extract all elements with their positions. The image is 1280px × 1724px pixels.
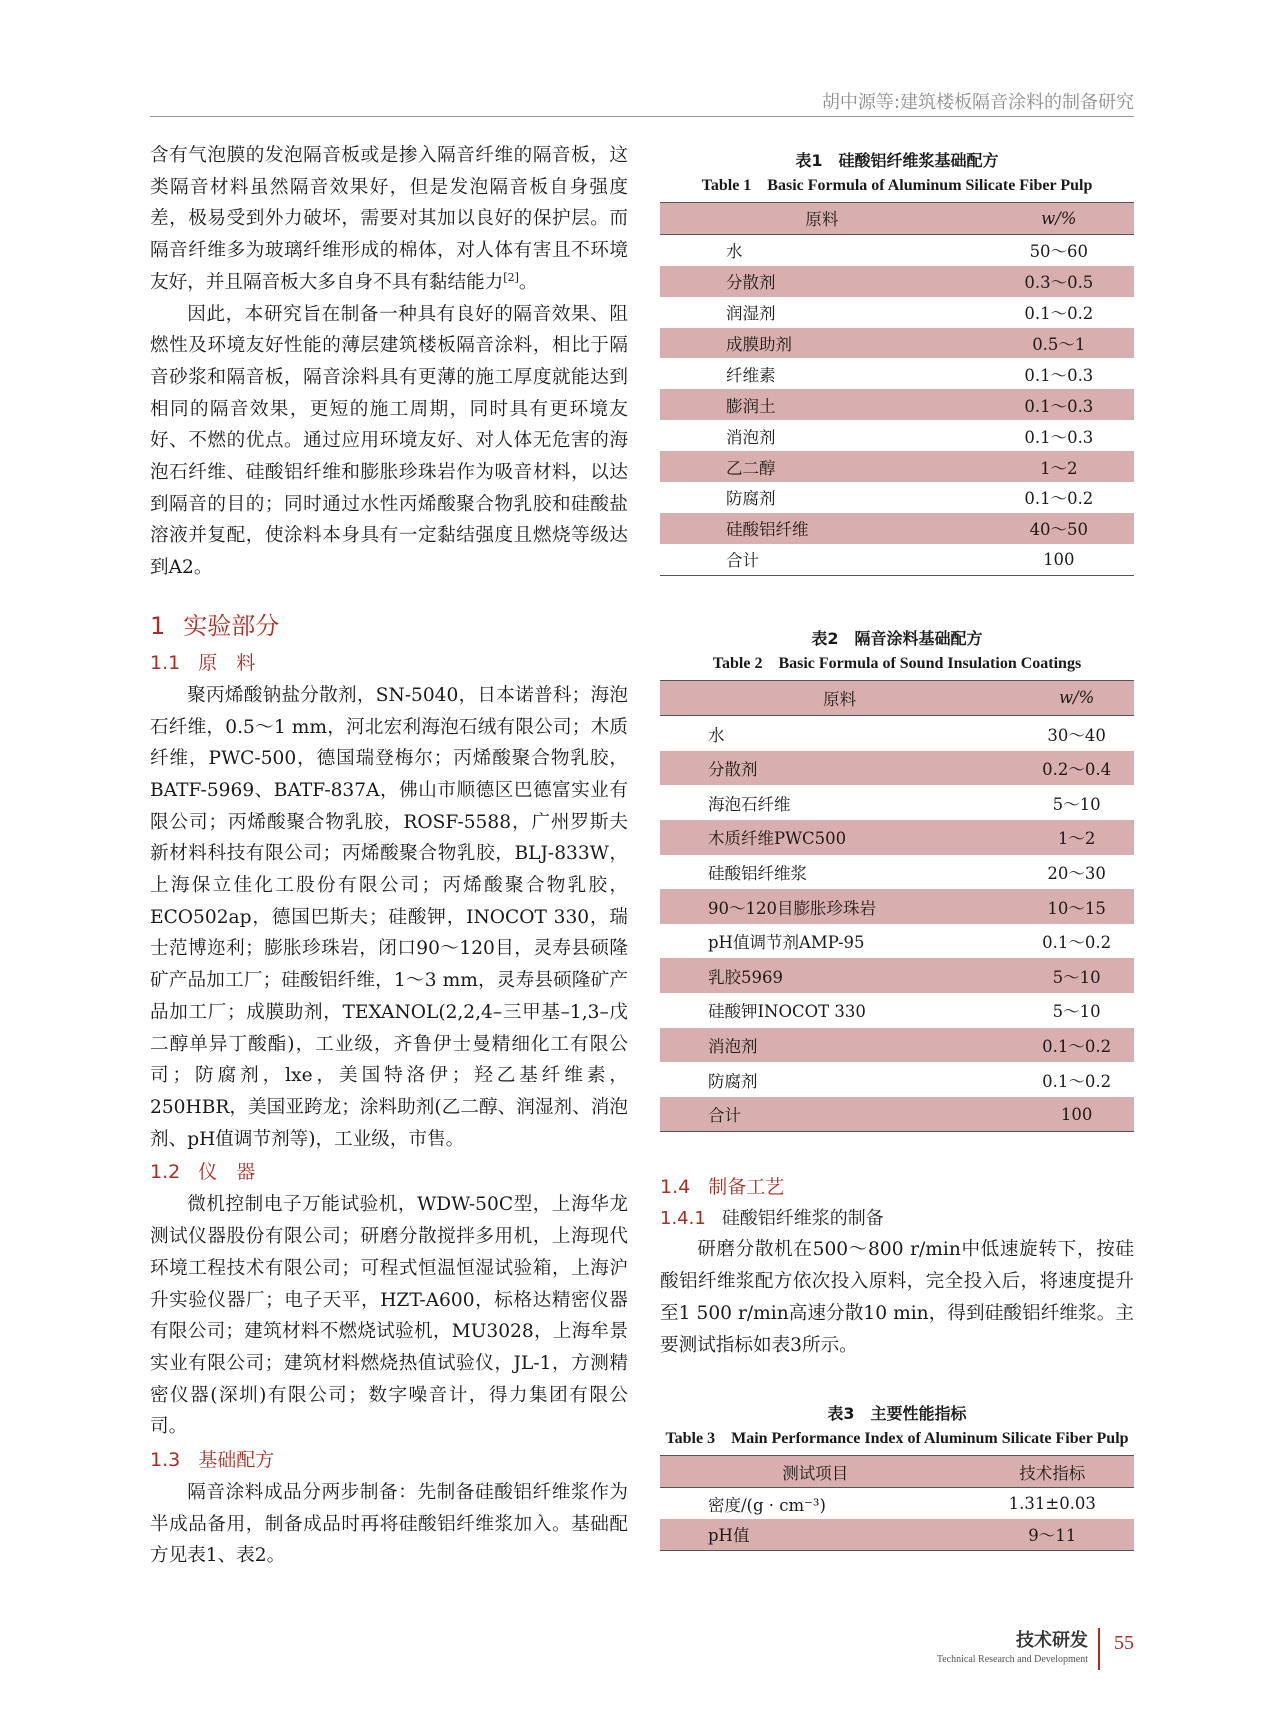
table-2-header-material: 原料 xyxy=(660,680,1019,716)
section-1-4-number: 1.4 xyxy=(660,1176,691,1199)
section-1-1-heading xyxy=(150,648,628,678)
table-row xyxy=(660,544,1134,575)
table-cell-material: 水 xyxy=(708,725,725,745)
table-cell-value: 0.5～1 xyxy=(984,328,1134,359)
instruments-paragraph: 微机控制电子万能试验机，WDW-50C型，上海华龙测试仪器股份有限公司；研磨分散搅拌多用机，上海现代环境工程技术有限公司；可程式恒温恒湿试验箱，上海沪升实验仪器厂；电子天平，HZT-A600，标格达精密仪器有限公司；建筑材料不燃烧试验机，MU3028，上海牟景实业有限公司；建筑材料燃烧热值试验仪，JL-1，方测精密仪器(深圳)有限公司；数字噪音计，得力集团有限公司。 xyxy=(150,1194,628,1438)
table-cell-material: pH值 xyxy=(660,1519,971,1550)
page-number: 55 xyxy=(1114,1632,1134,1654)
table-cell-material: 纤维素 xyxy=(726,365,776,385)
formula-paragraph: 隔音涂料成品分两步制备：先制备硅酸铝纤维浆作为半成品备用，制备成品时再将硅酸铝纤维浆加入。基础配方见表1、表2。 xyxy=(150,1482,628,1567)
table-cell-value: 1.31±0.03 xyxy=(1008,1494,1096,1514)
preparation-paragraph: 研磨分散机在500～800 r/min中低速旋转下，按硅酸铝纤维浆配方依次投入原料，完全投入后，将速度提升至1 500 r/min高速分散10 min，得到硅酸铝纤维浆。主要测试指标如表3所示。 xyxy=(660,1239,1134,1356)
table-cell-material: 硅酸钾INOCOT 330 xyxy=(708,1002,866,1022)
materials-paragraph: 聚丙烯酸钠盐分散剂，SN-5040，日本诺普科；海泡石纤维，0.5～1 mm，河北宏利海泡石绒有限公司；木质纤维，PWC-500，德国瑞登梅尔；丙烯酸聚合物乳胶，BATF-5969、BATF-837A，佛山市顺德区巴德富实业有限公司；丙烯酸聚合物乳胶，ROSF-5588，广州罗斯夫新材料科技有限公司；丙烯酸聚合物乳胶，BLJ-833W，上海保立佳化工股份有限公司；丙烯酸聚合物乳胶，ECO502ap，德国巴斯夫；硅酸钾，INOCOT 330，瑞士范博迩利；膨胀珍珠岩，闭口90～120目，灵寿县硕隆矿产品加工厂；硅酸铝纤维，1～3 mm，灵寿县硕隆矿产品加工厂；成膜助剂，TEXANOL(2,2,4–三甲基–1,3–戊二醇单异丁酸酯)，工业级，齐鲁伊士曼精细化工有限公司；防腐剂，lxe，美国特洛伊；羟乙基纤维素，250HBR，美国亚跨龙；涂料助剂(乙二醇、润湿剂、消泡剂、pH值调节剂等)，工业级，市售。 xyxy=(150,684,628,1150)
table-cell-value: 50～60 xyxy=(1029,242,1089,262)
table-row xyxy=(660,1519,1134,1550)
table-2-caption-cn: 表2 隔音涂料基础配方 xyxy=(811,628,983,648)
section-1-4-1-heading xyxy=(660,1204,1134,1234)
table-2 xyxy=(660,680,1134,1133)
table-cell-material: 硅酸铝纤维 xyxy=(660,513,984,544)
table-cell-value: 0.1～0.2 xyxy=(1019,1028,1134,1063)
table-1 xyxy=(660,202,1134,576)
table-cell-value: 0.1～0.3 xyxy=(984,389,1134,420)
table-cell-material: 防腐剂 xyxy=(726,489,776,509)
table-3-caption-en: Table 3 Main Performance Index of Aluminum Silicate Fiber Pulp xyxy=(665,1430,1129,1448)
table-row xyxy=(660,513,1134,544)
table-cell-material: 90～120目膨胀珍珠岩 xyxy=(660,889,1019,924)
table-row xyxy=(660,924,1134,959)
table-row xyxy=(660,958,1134,993)
section-1-2-number: 1.2 xyxy=(150,1161,181,1184)
table-row xyxy=(660,751,1134,786)
table-row xyxy=(660,358,1134,389)
page-header xyxy=(150,88,1134,117)
table-cell-value: 0.3～0.5 xyxy=(984,266,1134,297)
table-cell-value: 0.1～0.2 xyxy=(1042,933,1112,953)
table-row xyxy=(660,297,1134,328)
section-1-2-heading xyxy=(150,1157,628,1187)
table-1-caption-cn: 表1 硅酸铝纤维浆基础配方 xyxy=(795,151,999,170)
footer-divider xyxy=(1098,1628,1100,1670)
table-cell-material: 乳胶5969 xyxy=(660,958,1019,993)
table-row xyxy=(660,716,1134,751)
table-1-header-row xyxy=(660,203,1134,235)
table-cell-value: 5～10 xyxy=(1019,958,1134,993)
table-cell-material: 润湿剂 xyxy=(726,304,776,324)
section-1-3-title: 基础配方 xyxy=(198,1449,275,1472)
table-2-caption-en: Table 2 Basic Formula of Sound Insulation Coatings xyxy=(712,654,1082,672)
table-cell-value: 0.1～0.2 xyxy=(1024,489,1094,509)
table-row xyxy=(660,234,1134,265)
intro-paragraph-1 xyxy=(150,140,628,299)
running-title: 胡中源等:建筑楼板隔音涂料的制备研究 xyxy=(821,92,1134,113)
table-row xyxy=(660,328,1134,359)
table-row xyxy=(660,266,1134,297)
table-3-header-item: 测试项目 xyxy=(660,1456,971,1488)
section-1-title: 实验部分 xyxy=(183,611,280,640)
table-cell-material: 乙二醇 xyxy=(660,451,984,482)
table-cell-material: 膨润土 xyxy=(660,389,984,420)
footer-section-en: Technical Research and Development xyxy=(936,1654,1088,1665)
table-3-caption-cn: 表3 主要性能指标 xyxy=(827,1404,967,1424)
section-1-3-heading xyxy=(150,1445,628,1475)
table-cell-material: 合计 xyxy=(726,551,759,571)
table-3 xyxy=(660,1455,1134,1551)
table-cell-material: 分散剂 xyxy=(660,266,984,297)
citation-ref: [2] xyxy=(503,270,519,284)
table-row xyxy=(660,482,1134,513)
section-1-4-heading xyxy=(660,1172,1134,1202)
table-1-header-fraction: w/% xyxy=(984,203,1134,235)
table-cell-material: 防腐剂 xyxy=(708,1071,758,1091)
table-cell-value: 5～10 xyxy=(1052,1002,1101,1022)
section-1-2-title: 仪 器 xyxy=(198,1161,256,1184)
table-cell-material: 分散剂 xyxy=(660,751,1019,786)
table-cell-value: 0.1～0.2 xyxy=(1024,304,1094,324)
section-1-4-1-number: 1.4.1 xyxy=(660,1208,706,1230)
table-row xyxy=(660,451,1134,482)
table-3-header-row xyxy=(660,1456,1134,1488)
table-cell-material: 消泡剂 xyxy=(726,427,776,447)
table-cell-material: 海泡石纤维 xyxy=(708,794,791,814)
table-1-header-material: 原料 xyxy=(660,203,984,235)
table-cell-value: 0.2～0.4 xyxy=(1019,751,1134,786)
table-row xyxy=(660,420,1134,451)
intro-paragraph-1-end: 。 xyxy=(518,271,538,293)
table-row xyxy=(660,889,1134,924)
table-cell-value: 1～2 xyxy=(1019,820,1134,855)
table-cell-value: 0.1～0.2 xyxy=(1042,1071,1112,1091)
table-cell-value: 5～10 xyxy=(1052,794,1101,814)
table-row xyxy=(660,1062,1134,1097)
footer-section-title: 技术研发 xyxy=(1016,1630,1088,1651)
table-row xyxy=(660,1097,1134,1132)
table-2-header-row xyxy=(660,680,1134,716)
section-1-heading xyxy=(150,610,628,642)
table-cell-material: 消泡剂 xyxy=(660,1028,1019,1063)
intro-paragraph-1-text: 含有气泡膜的发泡隔音板或是掺入隔音纤维的隔音板，这类隔音材料虽然隔音效果好，但是发泡隔音板自身强度差，极易受到外力破坏，需要对其加以良好的保护层。而隔音纤维多为玻璃纤维形成的棉体，对人体有害且不环境友好，并且隔音板大多自身不具有黏结能力 xyxy=(150,145,628,293)
table-cell-value: 100 xyxy=(1019,1097,1134,1132)
section-1-1-number: 1.1 xyxy=(150,651,181,674)
table-row xyxy=(660,1488,1134,1519)
table-row xyxy=(660,785,1134,820)
table-cell-value: 40～50 xyxy=(984,513,1134,544)
table-row xyxy=(660,855,1134,890)
table-row xyxy=(660,389,1134,420)
table-cell-material: 木质纤维PWC500 xyxy=(660,820,1019,855)
table-cell-value: 1～2 xyxy=(984,451,1134,482)
table-row xyxy=(660,820,1134,855)
table-cell-material: 合计 xyxy=(660,1097,1019,1132)
table-1-caption-en: Table 1 Basic Formula of Aluminum Silicate Fiber Pulp xyxy=(701,177,1093,194)
table-row xyxy=(660,993,1134,1028)
table-cell-material: 水 xyxy=(726,242,743,262)
section-1-4-1-title: 硅酸铝纤维浆的制备 xyxy=(721,1208,884,1230)
table-row xyxy=(660,1028,1134,1063)
table-3-header-index: 技术指标 xyxy=(971,1456,1134,1488)
table-cell-value: 30～40 xyxy=(1047,725,1106,745)
table-cell-value: 20～30 xyxy=(1047,863,1106,883)
table-cell-value: 10～15 xyxy=(1019,889,1134,924)
section-1-4-block xyxy=(660,1172,1134,1361)
section-1-1-title: 原 料 xyxy=(198,651,256,674)
section-1-3-number: 1.3 xyxy=(150,1449,181,1472)
table-cell-material: 密度/(g · cm⁻³) xyxy=(708,1495,826,1515)
left-column xyxy=(150,140,628,1572)
table-cell-value: 9～11 xyxy=(971,1519,1134,1550)
table-cell-material: 成膜助剂 xyxy=(660,328,984,359)
table-cell-value: 0.1～0.3 xyxy=(1024,365,1094,385)
table-cell-value: 0.1～0.3 xyxy=(1024,427,1094,447)
right-column xyxy=(660,148,1134,1551)
table-cell-material: pH值调节剂AMP-95 xyxy=(708,933,865,953)
table-cell-material: 硅酸铝纤维浆 xyxy=(708,863,807,883)
intro-paragraph-2: 因此，本研究旨在制备一种具有良好的隔音效果、阻燃性及环境友好性能的薄层建筑楼板隔音涂料，相比于隔音砂浆和隔音板，隔音涂料具有更薄的施工厚度就能达到相同的隔音效果，更短的施工周期，同时具有更环境友好、不燃的优点。通过应用环境友好、对人体无危害的海泡石纤维、硅酸铝纤维和膨胀珍珠岩作为吸音材料，以达到隔音的目的；同时通过水性丙烯酸聚合物乳胶和硅酸盐溶液并复配，使涂料本身具有一定黏结强度且燃烧等级达到A2。 xyxy=(150,303,628,579)
table-2-header-fraction: w/% xyxy=(1019,680,1134,716)
section-1-number: 1 xyxy=(150,611,166,640)
table-cell-value: 100 xyxy=(1043,549,1075,569)
section-1-4-title: 制备工艺 xyxy=(708,1176,785,1199)
